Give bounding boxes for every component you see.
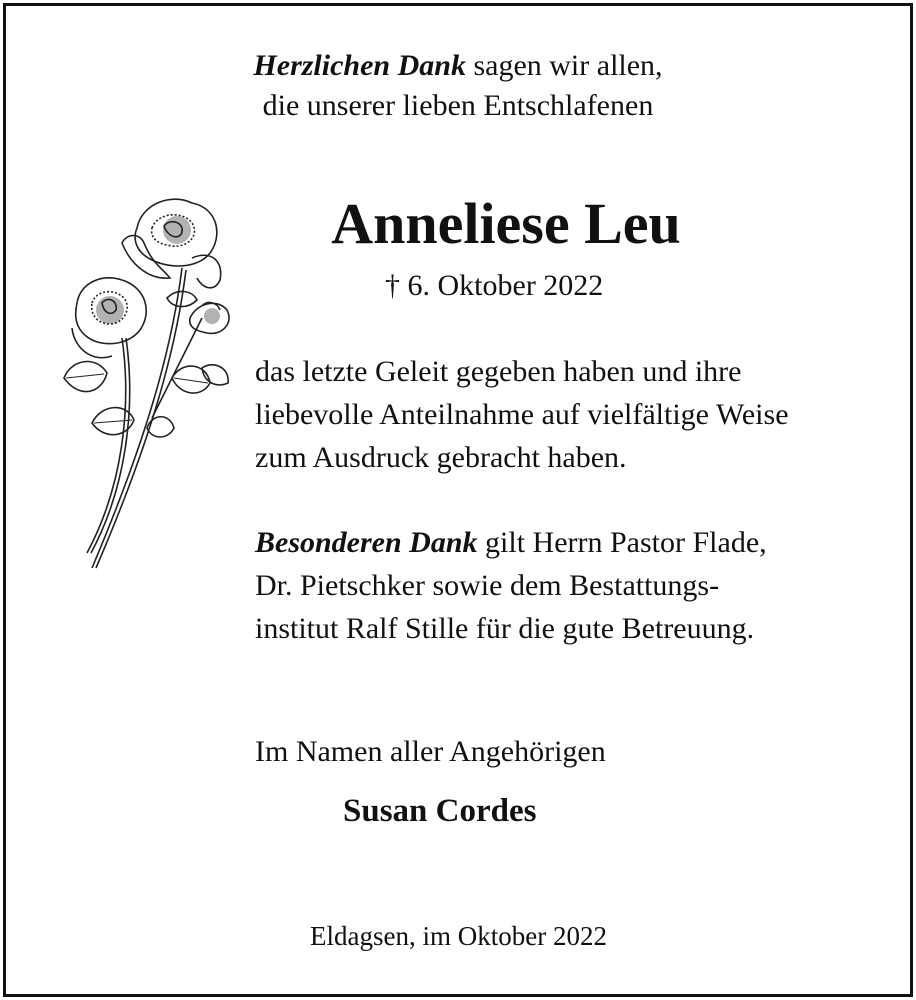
deceased-name: Anneliese Leu bbox=[331, 191, 681, 256]
thanks-line-3: institut Ralf Stille für die gute Betreuung. bbox=[255, 612, 755, 645]
place-date: Eldagsen, im Oktober 2022 bbox=[310, 921, 607, 951]
thanks-rest: gilt Herrn Pastor Flade, bbox=[477, 526, 767, 559]
death-date: † 6. Oktober 2022 bbox=[385, 269, 604, 302]
intro-line-2: die unserer lieben Entschlafenen bbox=[262, 89, 654, 122]
signer-name: Susan Cordes bbox=[343, 793, 537, 829]
on-behalf-text: Im Namen aller Angehörigen bbox=[255, 735, 606, 768]
intro-line-1 bbox=[0, 48, 916, 84]
thanks-line-1 bbox=[255, 525, 767, 561]
body-line-3: zum Ausdruck gebracht haben. bbox=[255, 441, 627, 474]
intro-rest: sagen wir allen, bbox=[465, 49, 663, 82]
body-line-1: das letzte Geleit gegeben haben und ihre bbox=[255, 355, 742, 388]
body-line-2: liebevolle Anteilnahme auf vielfältige Weise bbox=[255, 398, 789, 431]
thanks-line-2: Dr. Pietschker sowie dem Bestattungs- bbox=[255, 569, 720, 602]
intro-bold: Herzlichen Dank bbox=[253, 49, 466, 82]
thanks-bold: Besonderen Dank bbox=[255, 526, 478, 559]
